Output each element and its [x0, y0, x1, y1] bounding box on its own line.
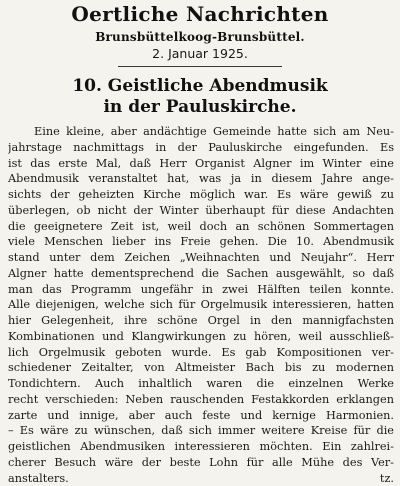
article-line: recht verschieden: Neben rauschenden Festakkorden erklangen	[8, 392, 394, 408]
article-closing-text: anstalters.	[8, 471, 69, 486]
article-line: Kombinationen und Klangwirkungen zu hören, weil ausschließ-	[8, 329, 394, 345]
article-line: überlegen, ob nicht der Winter überhaupt für diese Andachten	[8, 203, 394, 219]
article-line: zarte und innige, aber auch feste und kernige Harmonien.	[8, 408, 394, 424]
article-title-line-2: in der Pauluskirche.	[0, 97, 400, 117]
article-line: cherer Besuch wäre der beste Lohn für alle Mühe des Ver-	[8, 455, 394, 471]
article-line: ist das erste Mal, daß Herr Organist Algner im Winter eine	[8, 156, 394, 172]
article-line: Alle diejenigen, welche sich für Orgelmusik interessieren, hatten	[8, 297, 394, 313]
article-line: man das Programm ungefähr in zwei Hälften teilen konnte.	[8, 282, 394, 298]
article-line: schiedener Zeitalter, von Altmeister Bach bis zu modernen	[8, 360, 394, 376]
article-line: – Es wäre zu wünschen, daß sich immer weitere Kreise für die	[8, 423, 394, 439]
article-line: Eine kleine, aber andächtige Gemeinde hatte sich am Neu-	[8, 124, 394, 140]
article-line: Algner hatte dementsprechend die Sachen ausgewählt, so daß	[8, 266, 394, 282]
article-line: Abendmusik veranstaltet hat, was ja in diesem Jahre ange-	[8, 171, 394, 187]
article-title-line-1: 10. Geistliche Abendmusik	[0, 76, 400, 96]
article-line: die geeignetere Zeit ist, weil doch an schönen Sommertagen	[8, 219, 394, 235]
article-line: geistlichen Abendmusiken interessieren möchten. Ein zahlrei-	[8, 439, 394, 455]
article-line: jahrstage nachmittags in der Pauluskirche eingefunden. Es	[8, 140, 394, 156]
section-title: Oertliche Nachrichten	[0, 2, 400, 26]
article-line: stand unter dem Zeichen „Weihnachten und Neujahr“. Herr	[8, 250, 394, 266]
header-divider	[118, 66, 282, 67]
article-line: viele Menschen lieber ins Freie gehen. Die 10. Abendmusik	[8, 234, 394, 250]
author-signature: tz.	[380, 471, 394, 486]
article-body	[8, 124, 394, 486]
article-line: lich Orgelmusik geboten wurde. Es gab Kompositionen ver-	[8, 345, 394, 361]
place-line: Brunsbüttelkoog-Brunsbüttel.	[0, 30, 400, 44]
article-line: hier Gelegenheit, ihre schöne Orgel in den mannigfachsten	[8, 313, 394, 329]
date-line: 2. Januar 1925.	[0, 46, 400, 61]
article-line: sichts der geheizten Kirche möglich war. Es wäre gewiß zu	[8, 187, 394, 203]
article-line: Tondichtern. Auch inhaltlich waren die einzelnen Werke	[8, 376, 394, 392]
